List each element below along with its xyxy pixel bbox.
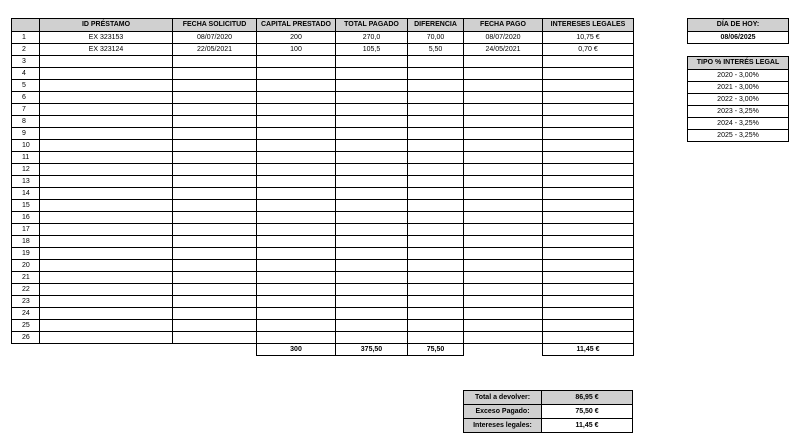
total-paid-cell[interactable] xyxy=(336,200,408,212)
difference-cell[interactable] xyxy=(408,332,464,344)
capital-cell[interactable] xyxy=(257,236,336,248)
payment-date-cell[interactable] xyxy=(464,176,543,188)
request-date-cell[interactable] xyxy=(173,140,257,152)
legal-interest-cell[interactable]: 10,75 € xyxy=(543,32,634,44)
difference-cell[interactable] xyxy=(408,224,464,236)
total-to-return-row xyxy=(464,391,633,405)
loan-id-cell[interactable] xyxy=(40,188,173,200)
total-to-return-label: Total a devolver: xyxy=(464,391,542,405)
loan-id-cell[interactable] xyxy=(40,140,173,152)
legal-interest-cell[interactable] xyxy=(543,164,634,176)
total-paid-cell[interactable] xyxy=(336,68,408,80)
difference-cell[interactable] xyxy=(408,200,464,212)
request-date-cell[interactable] xyxy=(173,104,257,116)
capital-cell[interactable]: 200 xyxy=(257,32,336,44)
loan-id-cell[interactable] xyxy=(40,260,173,272)
table-row xyxy=(12,176,634,188)
row-number: 26 xyxy=(12,332,40,344)
capital-cell[interactable] xyxy=(257,320,336,332)
capital-cell[interactable] xyxy=(257,164,336,176)
total-paid-cell[interactable] xyxy=(336,80,408,92)
total-paid-cell[interactable] xyxy=(336,224,408,236)
loan-id-cell[interactable] xyxy=(40,284,173,296)
excess-paid-row xyxy=(464,405,633,419)
difference-cell[interactable] xyxy=(408,260,464,272)
legal-interest-cell[interactable] xyxy=(543,200,634,212)
capital-cell[interactable] xyxy=(257,92,336,104)
legal-interest-rate-table xyxy=(687,56,789,142)
total-paid-cell[interactable] xyxy=(336,296,408,308)
table-row xyxy=(12,104,634,116)
payment-date-cell[interactable] xyxy=(464,128,543,140)
payment-date-cell[interactable] xyxy=(464,260,543,272)
request-date-cell[interactable] xyxy=(173,224,257,236)
total-capital: 300 xyxy=(257,344,336,356)
payment-date-cell[interactable] xyxy=(464,212,543,224)
payment-date-cell[interactable] xyxy=(464,104,543,116)
table-row xyxy=(12,284,634,296)
request-date-cell[interactable] xyxy=(173,68,257,80)
payment-date-cell[interactable] xyxy=(464,80,543,92)
row-number: 3 xyxy=(12,56,40,68)
total-paid-cell[interactable] xyxy=(336,188,408,200)
payment-date-cell[interactable] xyxy=(464,188,543,200)
legal-interest-cell[interactable] xyxy=(543,176,634,188)
loan-id-cell[interactable] xyxy=(40,152,173,164)
total-paid-cell[interactable] xyxy=(336,128,408,140)
request-date-cell[interactable]: 08/07/2020 xyxy=(173,32,257,44)
loans-table xyxy=(11,18,634,356)
table-row xyxy=(12,236,634,248)
difference-cell[interactable] xyxy=(408,176,464,188)
excess-paid-value: 75,50 € xyxy=(542,405,633,419)
capital-cell[interactable] xyxy=(257,224,336,236)
request-date-cell[interactable] xyxy=(173,164,257,176)
header-capital: CAPITAL PRESTADO xyxy=(257,19,336,32)
difference-cell[interactable]: 5,50 xyxy=(408,44,464,56)
capital-cell[interactable] xyxy=(257,260,336,272)
difference-cell[interactable] xyxy=(408,296,464,308)
difference-cell[interactable] xyxy=(408,68,464,80)
row-number: 1 xyxy=(12,32,40,44)
table-row xyxy=(12,32,634,44)
row-number: 22 xyxy=(12,284,40,296)
request-date-cell[interactable] xyxy=(173,332,257,344)
payment-date-cell[interactable] xyxy=(464,236,543,248)
legal-interest-cell[interactable] xyxy=(543,68,634,80)
row-number: 7 xyxy=(12,104,40,116)
rate-cell[interactable]: 2020 - 3,00% xyxy=(688,70,789,82)
loan-id-cell[interactable] xyxy=(40,164,173,176)
total-paid-cell[interactable]: 105,5 xyxy=(336,44,408,56)
capital-cell[interactable] xyxy=(257,212,336,224)
payment-date-cell[interactable] xyxy=(464,272,543,284)
loan-id-cell[interactable] xyxy=(40,296,173,308)
table-row xyxy=(12,332,634,344)
today-date-box xyxy=(687,18,789,44)
request-date-cell[interactable] xyxy=(173,236,257,248)
total-paid-cell[interactable] xyxy=(336,176,408,188)
row-number: 24 xyxy=(12,308,40,320)
payment-date-cell[interactable] xyxy=(464,320,543,332)
loan-id-cell[interactable] xyxy=(40,248,173,260)
request-date-cell[interactable] xyxy=(173,56,257,68)
request-date-cell[interactable] xyxy=(173,188,257,200)
loan-id-cell[interactable] xyxy=(40,212,173,224)
totals-row xyxy=(12,344,634,356)
table-row xyxy=(12,56,634,68)
legal-interest-cell[interactable] xyxy=(543,116,634,128)
request-date-cell[interactable] xyxy=(173,320,257,332)
payment-date-cell[interactable] xyxy=(464,332,543,344)
total-paid-cell[interactable] xyxy=(336,284,408,296)
total-paid-sum: 375,50 xyxy=(336,344,408,356)
legal-interest-cell[interactable] xyxy=(543,260,634,272)
header-row xyxy=(12,19,634,32)
request-date-cell[interactable] xyxy=(173,260,257,272)
row-number: 9 xyxy=(12,128,40,140)
row-number: 23 xyxy=(12,296,40,308)
legal-interest-cell[interactable] xyxy=(543,80,634,92)
row-number: 21 xyxy=(12,272,40,284)
loan-id-cell[interactable] xyxy=(40,92,173,104)
legal-interest-cell[interactable] xyxy=(543,212,634,224)
difference-cell[interactable] xyxy=(408,284,464,296)
legal-interest-cell[interactable]: 0,70 € xyxy=(543,44,634,56)
total-paid-cell[interactable] xyxy=(336,212,408,224)
header-difference: DIFERENCIA xyxy=(408,19,464,32)
payment-date-cell[interactable] xyxy=(464,308,543,320)
capital-cell[interactable] xyxy=(257,248,336,260)
rate-table-title: TIPO % INTERÉS LEGAL xyxy=(688,57,789,70)
legal-interest-total-row xyxy=(464,419,633,433)
legal-interest-cell[interactable] xyxy=(543,92,634,104)
row-number: 4 xyxy=(12,68,40,80)
difference-cell[interactable] xyxy=(408,152,464,164)
rate-cell[interactable]: 2025 - 3,25% xyxy=(688,130,789,142)
totals-blank-cell xyxy=(464,344,543,356)
request-date-cell[interactable] xyxy=(173,272,257,284)
legal-interest-cell[interactable] xyxy=(543,236,634,248)
table-row xyxy=(12,152,634,164)
difference-cell[interactable] xyxy=(408,128,464,140)
today-value[interactable]: 08/06/2025 xyxy=(688,32,789,44)
capital-cell[interactable] xyxy=(257,56,336,68)
payment-date-cell[interactable] xyxy=(464,284,543,296)
difference-cell[interactable] xyxy=(408,80,464,92)
payment-date-cell[interactable] xyxy=(464,152,543,164)
legal-interest-cell[interactable] xyxy=(543,332,634,344)
loan-id-cell[interactable]: EX 323153 xyxy=(40,32,173,44)
table-row xyxy=(12,140,634,152)
loan-id-cell[interactable] xyxy=(40,200,173,212)
difference-cell[interactable] xyxy=(408,164,464,176)
rate-row xyxy=(688,82,789,94)
loan-id-cell[interactable] xyxy=(40,272,173,284)
loan-id-cell[interactable] xyxy=(40,224,173,236)
legal-interest-cell[interactable] xyxy=(543,104,634,116)
rate-row xyxy=(688,94,789,106)
capital-cell[interactable] xyxy=(257,332,336,344)
difference-cell[interactable] xyxy=(408,248,464,260)
difference-cell[interactable] xyxy=(408,320,464,332)
difference-cell[interactable]: 70,00 xyxy=(408,32,464,44)
header-total-paid: TOTAL PAGADO xyxy=(336,19,408,32)
capital-cell[interactable] xyxy=(257,80,336,92)
total-paid-cell[interactable] xyxy=(336,92,408,104)
total-paid-cell[interactable] xyxy=(336,116,408,128)
table-row xyxy=(12,44,634,56)
legal-interest-cell[interactable] xyxy=(543,128,634,140)
request-date-cell[interactable] xyxy=(173,80,257,92)
legal-interest-cell[interactable] xyxy=(543,224,634,236)
capital-cell[interactable] xyxy=(257,200,336,212)
row-number: 19 xyxy=(12,248,40,260)
table-row xyxy=(12,260,634,272)
total-to-return-value: 86,95 € xyxy=(542,391,633,405)
row-number: 11 xyxy=(12,152,40,164)
row-number: 8 xyxy=(12,116,40,128)
table-row xyxy=(12,320,634,332)
row-number: 20 xyxy=(12,260,40,272)
request-date-cell[interactable] xyxy=(173,212,257,224)
rate-cell[interactable]: 2024 - 3,25% xyxy=(688,118,789,130)
table-row xyxy=(12,164,634,176)
loan-id-cell[interactable] xyxy=(40,332,173,344)
row-number: 5 xyxy=(12,80,40,92)
row-number: 15 xyxy=(12,200,40,212)
legal-interest-cell[interactable] xyxy=(543,308,634,320)
loan-id-cell[interactable] xyxy=(40,236,173,248)
loan-id-cell[interactable] xyxy=(40,176,173,188)
payment-date-cell[interactable] xyxy=(464,164,543,176)
row-number: 14 xyxy=(12,188,40,200)
request-date-cell[interactable] xyxy=(173,248,257,260)
capital-cell[interactable] xyxy=(257,188,336,200)
capital-cell[interactable]: 100 xyxy=(257,44,336,56)
row-number: 10 xyxy=(12,140,40,152)
total-paid-cell[interactable] xyxy=(336,236,408,248)
capital-cell[interactable] xyxy=(257,104,336,116)
legal-interest-cell[interactable] xyxy=(543,188,634,200)
request-date-cell[interactable] xyxy=(173,308,257,320)
rate-cell[interactable]: 2021 - 3,00% xyxy=(688,82,789,94)
request-date-cell[interactable] xyxy=(173,152,257,164)
request-date-cell[interactable] xyxy=(173,296,257,308)
capital-cell[interactable] xyxy=(257,272,336,284)
payment-date-cell[interactable] xyxy=(464,140,543,152)
rate-cell[interactable]: 2023 - 3,25% xyxy=(688,106,789,118)
header-loan-id: ID PRÉSTAMO xyxy=(40,19,173,32)
difference-cell[interactable] xyxy=(408,308,464,320)
row-number: 16 xyxy=(12,212,40,224)
row-number: 25 xyxy=(12,320,40,332)
row-number: 18 xyxy=(12,236,40,248)
difference-cell[interactable] xyxy=(408,92,464,104)
excess-paid-label: Exceso Pagado: xyxy=(464,405,542,419)
table-row xyxy=(12,128,634,140)
difference-cell[interactable] xyxy=(408,56,464,68)
request-date-cell[interactable] xyxy=(173,128,257,140)
today-label: DÍA DE HOY: xyxy=(688,19,789,32)
payment-date-cell[interactable] xyxy=(464,248,543,260)
legal-interest-cell[interactable] xyxy=(543,284,634,296)
payment-date-cell[interactable] xyxy=(464,56,543,68)
request-date-cell[interactable]: 22/05/2021 xyxy=(173,44,257,56)
request-date-cell[interactable] xyxy=(173,92,257,104)
rate-row xyxy=(688,106,789,118)
total-paid-cell[interactable] xyxy=(336,164,408,176)
rate-cell[interactable]: 2022 - 3,00% xyxy=(688,94,789,106)
loan-id-cell[interactable] xyxy=(40,128,173,140)
header-payment-date: FECHA PAGO xyxy=(464,19,543,32)
legal-interest-total-value: 11,45 € xyxy=(542,419,633,433)
header-request-date: FECHA SOLICITUD xyxy=(173,19,257,32)
row-number: 13 xyxy=(12,176,40,188)
difference-cell[interactable] xyxy=(408,212,464,224)
table-row xyxy=(12,116,634,128)
difference-cell[interactable] xyxy=(408,188,464,200)
total-paid-cell[interactable] xyxy=(336,104,408,116)
total-interest: 11,45 € xyxy=(543,344,634,356)
legal-interest-cell[interactable] xyxy=(543,248,634,260)
row-number: 2 xyxy=(12,44,40,56)
rate-row xyxy=(688,118,789,130)
total-paid-cell[interactable] xyxy=(336,56,408,68)
payment-date-cell[interactable] xyxy=(464,224,543,236)
table-row xyxy=(12,212,634,224)
totals-blank-cell xyxy=(12,344,40,356)
total-paid-cell[interactable] xyxy=(336,308,408,320)
loan-id-cell[interactable] xyxy=(40,104,173,116)
payment-date-cell[interactable] xyxy=(464,68,543,80)
legal-interest-cell[interactable] xyxy=(543,56,634,68)
table-row xyxy=(12,272,634,284)
loan-id-cell[interactable] xyxy=(40,56,173,68)
rate-row xyxy=(688,130,789,142)
total-paid-cell[interactable] xyxy=(336,260,408,272)
difference-cell[interactable] xyxy=(408,116,464,128)
capital-cell[interactable] xyxy=(257,152,336,164)
total-paid-cell[interactable] xyxy=(336,332,408,344)
difference-cell[interactable] xyxy=(408,272,464,284)
request-date-cell[interactable] xyxy=(173,116,257,128)
payment-date-cell[interactable] xyxy=(464,200,543,212)
payment-date-cell[interactable] xyxy=(464,296,543,308)
table-row xyxy=(12,188,634,200)
table-row xyxy=(12,200,634,212)
legal-interest-total-label: Intereses legales: xyxy=(464,419,542,433)
loan-id-cell[interactable] xyxy=(40,80,173,92)
legal-interest-cell[interactable] xyxy=(543,320,634,332)
table-row xyxy=(12,296,634,308)
table-row xyxy=(12,92,634,104)
payment-date-cell[interactable] xyxy=(464,116,543,128)
table-row xyxy=(12,68,634,80)
total-paid-cell[interactable] xyxy=(336,152,408,164)
summary-table xyxy=(463,390,633,433)
difference-cell[interactable] xyxy=(408,140,464,152)
request-date-cell[interactable] xyxy=(173,200,257,212)
totals-blank-cell xyxy=(173,344,257,356)
capital-cell[interactable] xyxy=(257,68,336,80)
payment-date-cell[interactable]: 24/05/2021 xyxy=(464,44,543,56)
loan-id-cell[interactable] xyxy=(40,116,173,128)
total-paid-cell[interactable]: 270,0 xyxy=(336,32,408,44)
table-row xyxy=(12,80,634,92)
request-date-cell[interactable] xyxy=(173,284,257,296)
total-paid-cell[interactable] xyxy=(336,248,408,260)
payment-date-cell[interactable]: 08/07/2020 xyxy=(464,32,543,44)
loan-id-cell[interactable] xyxy=(40,320,173,332)
capital-cell[interactable] xyxy=(257,308,336,320)
loan-id-cell[interactable] xyxy=(40,68,173,80)
totals-blank-cell xyxy=(40,344,173,356)
total-paid-cell[interactable] xyxy=(336,320,408,332)
payment-date-cell[interactable] xyxy=(464,92,543,104)
legal-interest-cell[interactable] xyxy=(543,272,634,284)
difference-cell[interactable] xyxy=(408,236,464,248)
row-number: 17 xyxy=(12,224,40,236)
capital-cell[interactable] xyxy=(257,140,336,152)
difference-cell[interactable] xyxy=(408,104,464,116)
table-row xyxy=(12,308,634,320)
legal-interest-cell[interactable] xyxy=(543,296,634,308)
total-paid-cell[interactable] xyxy=(336,140,408,152)
legal-interest-cell[interactable] xyxy=(543,152,634,164)
total-difference: 75,50 xyxy=(408,344,464,356)
table-row xyxy=(12,224,634,236)
rate-row xyxy=(688,70,789,82)
header-legal-interest: INTERESES LEGALES xyxy=(543,19,634,32)
loan-id-cell[interactable]: EX 323124 xyxy=(40,44,173,56)
legal-interest-cell[interactable] xyxy=(543,140,634,152)
capital-cell[interactable] xyxy=(257,296,336,308)
row-number: 12 xyxy=(12,164,40,176)
capital-cell[interactable] xyxy=(257,284,336,296)
capital-cell[interactable] xyxy=(257,176,336,188)
table-row xyxy=(12,248,634,260)
capital-cell[interactable] xyxy=(257,128,336,140)
capital-cell[interactable] xyxy=(257,116,336,128)
request-date-cell[interactable] xyxy=(173,176,257,188)
loan-id-cell[interactable] xyxy=(40,308,173,320)
header-index xyxy=(12,19,40,32)
row-number: 6 xyxy=(12,92,40,104)
total-paid-cell[interactable] xyxy=(336,272,408,284)
